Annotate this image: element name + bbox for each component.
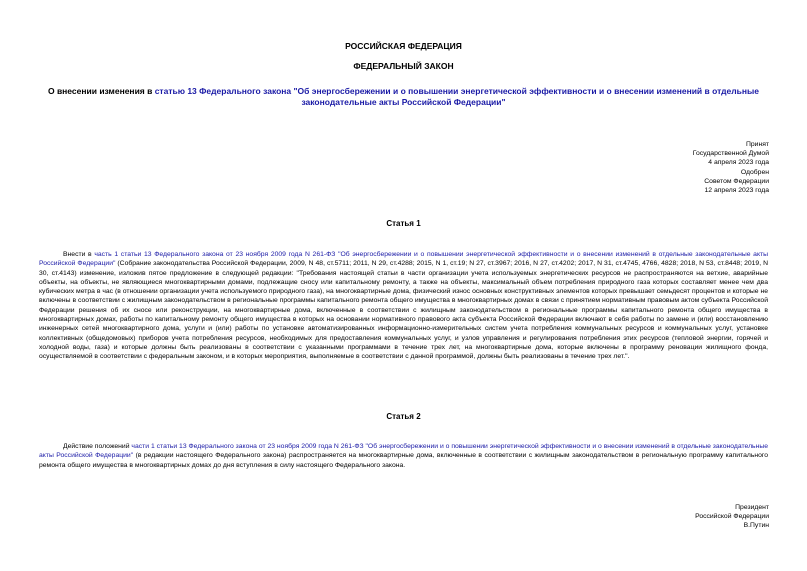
approval-date: 12 апреля 2023 года (704, 187, 769, 195)
article-2-prefix: Действие положений (63, 443, 132, 450)
article-1-text (39, 250, 768, 362)
signatory-name: В.Путин (743, 522, 769, 530)
title-law-link[interactable]: статью 13 Федерального закона "Об энергосбережении и о повышении энергетической эффективности и о внесении изменений в отдельные законодательные акты Российской Федерации" (154, 86, 760, 107)
article-2-body: (в редакции настоящего Федерального закона) распространяется на многоквартирные дома, включенные в соответствии с жилищным законодательством в региональную программу капитального ремонта общего имущества в многоквартирных домах до дня вступления в силу настоящего Федерального закона. (39, 452, 768, 469)
article-1-body: (Собрание законодательства Российской Федерации, 2009, N 48, ст.5711; 2011, N 29, ст.4288; 2015, N 1, ст.19; N 27, ст.3967; 2016, N 27, ст.4202; 2017, N 31, ст.4745, 4766, 4828; 2018, N 53, ст.8448; 2019, N 30, ст.4143) изменение, изложив пятое предложение в следующей редакции: "Требования настоящей статьи в части организации учета используемых энергетических ресурсов не распространяются на ветхие, аварийные объекты, на объекты, не являющиеся многоквартирными домами, подлежащие сносу или капитальному ремонту, а также на объекты, максимальный объем потребления природного газа которых составляет менее чем два кубических метра в час (в отношении организации учета используемого природного газа), на многоквартирные дома, физический износ основных конструктивных элементов которых превышает семьдесят процентов и которые не включены в соответствии с жилищным законодательством в региональные программы капитального ремонта общего имущества в многоквартирных домах в связи с принятием нормативным правовым актом субъекта Российской Федерации решения об их сносе или реконструкции, на многоквартирные дома, включенные в соответствии с жилищным законодательством в региональные программы капитального ремонта общего имущества в многоквартирных домах, работы по капитальному ремонту общего имущества в которых на основании нормативного правового акта субъекта Российской Федерации включают в себя работы по замене и (или) восстановлению инженерных сетей многоквартирного дома, услуги и (или) работы по установке автоматизированных информационно-измерительных систем учета потребления коммунальных ресурсов и коммунальных услуг, установке коллективных (общедомовых) приборов учета потребления ресурсов, необходимых для предоставления коммунальных услуг, и узлов управления и регулирования потребления этих ресурсов (тепловой энергии, горячей и холодной воды, газа) и которые должны быть реализованы в соответствии с указанными программами в течение трех лет, на многоквартирные дома, которые включены в программу реновации жилищного фонда, осуществляемой в соответствии с федеральным законом, и в которых мероприятия, выполняемые в соответствии с данной программой, должны быть реализованы в течение трех лет.". (39, 260, 768, 361)
adoption-block (693, 140, 769, 195)
adoption-line: Государственной Думой (692, 150, 769, 158)
signatory-title: Президент (735, 504, 769, 511)
title-prefix: О внесении изменения в (47, 86, 155, 96)
adoption-line: Принят (745, 141, 769, 148)
approval-line: Одобрен (740, 168, 769, 176)
article-2-heading: Статья 2 (386, 412, 421, 421)
signature-block (695, 503, 769, 531)
article-2-law-link[interactable]: части 1 статьи 13 Федерального закона от 23 ноября 2009 года N 261-ФЗ "Об энергосбережении и о повышении энергетической эффективности и о внесении изменений в отдельные законодательные акты Российской Федерации" (39, 443, 769, 460)
article-1-heading: Статья 1 (386, 219, 421, 228)
signatory-title: Российской Федерации (695, 513, 769, 521)
document-title (0, 86, 807, 108)
article-1-prefix: Внести в (63, 251, 95, 258)
approval-line: Советом Федерации (704, 177, 769, 185)
country-heading: РОССИЙСКАЯ ФЕДЕРАЦИЯ (345, 41, 462, 51)
law-type-heading: ФЕДЕРАЛЬНЫЙ ЗАКОН (353, 61, 454, 71)
article-2-text (39, 442, 768, 470)
adoption-date: 4 апреля 2023 года (708, 159, 769, 167)
article-1-law-link[interactable]: часть 1 статьи 13 Федерального закона от 23 ноября 2009 года N 261-ФЗ "Об энергосбережении и о повышении энергетической эффективности и о внесении изменений в отдельные законодательные акты Российской Федерации" (39, 251, 768, 268)
